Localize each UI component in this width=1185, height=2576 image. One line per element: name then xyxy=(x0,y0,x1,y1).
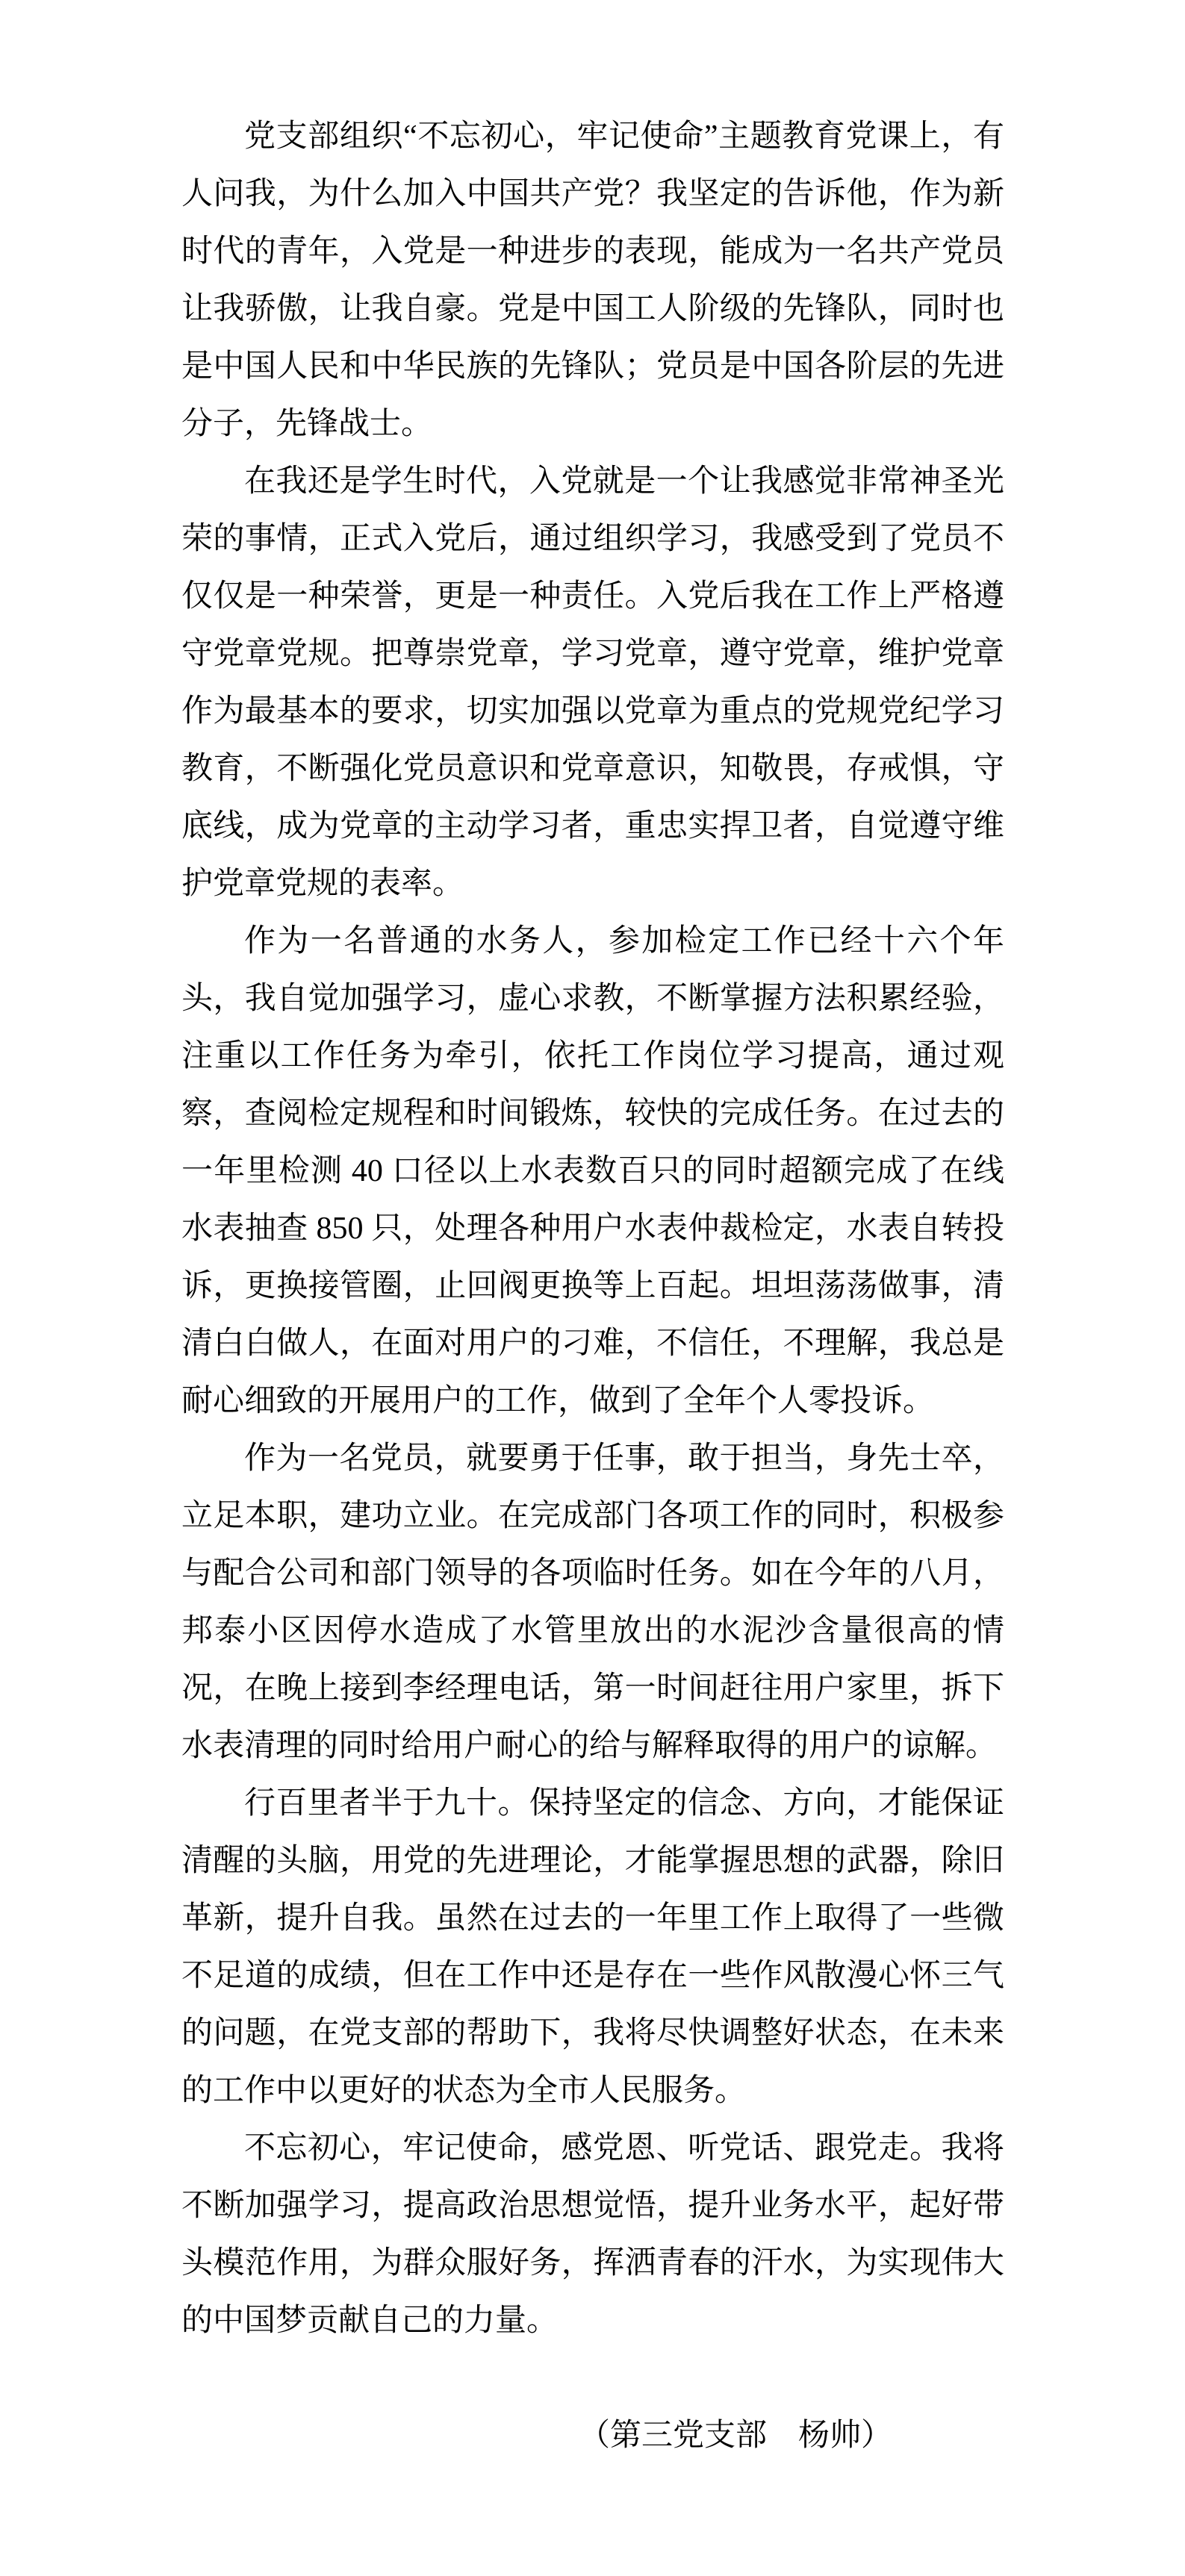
paragraph-party-member-duty: 作为一名党员，就要勇于任事，敢于担当，身先士卒，立足本职，建功立业。在完成部门各项工作的同时，积极参与配合公司和部门领导的各项临时任务。如在今年的八月，邦泰小区因停水造成了水管里放出的水泥沙含量很高的情况，在晚上接到李经理电话，第一时间赶往用户家里，拆下水表清理的同时给用户耐心的给与解释取得的用户的谅解。 xyxy=(181,1441,1004,1763)
paragraph-closing-pledge: 不忘初心，牢记使命，感党恩、听党话、跟党走。我将不断加强学习，提高政治思想觉悟，提升业务水平，起好带头模范作用，为群众服好务，挥洒青春的汗水，为实现伟大的中国梦贡献自己的力量。 xyxy=(181,2131,1004,2338)
paragraph-student-era: 在我还是学生时代，入党就是一个让我感觉非常神圣光荣的事情，正式入党后，通过组织学习，我感受到了党员不仅仅是一种荣誉，更是一种责任。入党后我在工作上严格遵守党章党规。把尊崇党章，学习党章，遵守党章，维护党章作为最基本的要求，切实加强以党章为重点的党规党纪学习教育，不断强化党员意识和党章意识，知敬畏，存戒惧，守底线，成为党章的主动学习者，重忠实捍卫者，自觉遵守维护党章党规的表率。 xyxy=(181,464,1004,901)
signature-line: （第三党支部 杨帅） xyxy=(579,2418,893,2453)
paragraph-intro-party-class: 党支部组织“不忘初心，牢记使命”主题教育党课上，有人问我，为什么加入中国共产党？我坚定的告诉他，作为新时代的青年，入党是一种进步的表现，能成为一名共产党员让我骄傲，让我自豪。党是中国工人阶级的先锋队，同时也是中国人民和中华民族的先锋队；党员是中国各阶层的先进分子，先锋战士。 xyxy=(181,119,1004,441)
paragraph-self-reflection: 行百里者半于九十。保持坚定的信念、方向，才能保证清醒的头脑，用党的先进理论，才能掌握思想的武器，除旧革新，提升自我。虽然在过去的一年里工作上取得了一些微不足道的成绩，但在工作中还是存在一些作风散漫心怀三气的问题，在党支部的帮助下，我将尽快调整好状态，在未来的工作中以更好的状态为全市人民服务。 xyxy=(181,1786,1004,2108)
document-content xyxy=(181,108,1004,2465)
paragraph-water-worker: 作为一名普通的水务人，参加检定工作已经十六个年头，我自觉加强学习，虚心求教，不断掌握方法积累经验，注重以工作任务为牵引，依托工作岗位学习提高，通过观察，查阅检定规程和时间锻炼，较快的完成任务。在过去的一年里检测 40 口径以上水表数百只的同时超额完成了在线水表抽查 850 只，处理各种用户水表仲裁检定，水表自转投诉，更换接管圈，止回阀更换等上百起。坦坦荡荡做事，清清白白做人，在面对用户的刁难，不信任，不理解，我总是耐心细致的开展用户的工作，做到了全年个人零投诉。 xyxy=(181,924,1004,1418)
